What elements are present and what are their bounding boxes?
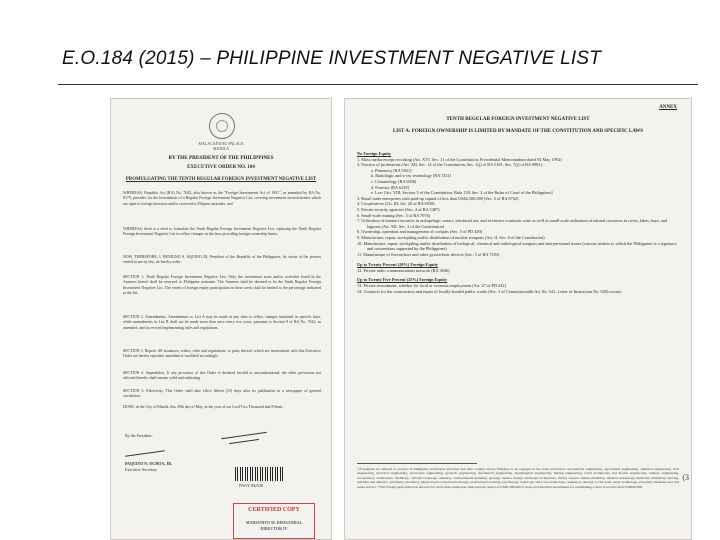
- footnote-divider: [357, 463, 477, 464]
- list-item: 2. Practice of professions (Art. XII, Sec. 14 of the Constitution, Sec. 1(j) of RA 5181, Sec. 7(j) of RA 8981):: [357, 162, 544, 168]
- list-item: 10. Manufacture, repair, stockpiling and/or distribution of biological, chemical and radiological weapons and anti-personnel mines (various treaties to which the Philippines is a signatory and conventions supported by the Philippines): [357, 240, 677, 252]
- eo-number: EXECUTIVE ORDER NO. 184: [187, 165, 255, 170]
- list-item: 4. Cooperatives (Ch. III, Art. 26 of RA 6938): [357, 201, 435, 207]
- list-item: 3. Retail trade enterprises with paid-up capital of less than US$2,500,000 (Sec. 5 of RA 8762): [357, 195, 519, 201]
- eo-paragraph: WHEREAS, there is a need to formulate the Tenth Regular Foreign Investment Negative List, replacing the Ninth Regular Foreign Investment Negative List to reflect changes in the laws providing foreign ownership limits;: [123, 227, 321, 237]
- by-the-president-label: By the President:: [125, 433, 153, 438]
- eo-paragraph: SECTION 5. Effectivity. This Order shall take effect fifteen (15) days after its publication in a newspaper of general circulation.: [123, 389, 321, 399]
- president-signature-stroke: [229, 439, 259, 444]
- list-subitem: b. Radiologic and x-ray technology [RA 7431]: [371, 173, 452, 179]
- barcode-caption: PNOY 002548: [239, 483, 263, 488]
- eo-paragraph: SECTION 3. Repeal. All issuances, orders, rules and regulations, or parts thereof, which are inconsistent with this Executive Order are hereby repealed, amended or modified accordingly.: [123, 349, 321, 359]
- section-heading: Up to Twenty Percent (20%) Foreign Equity: [357, 262, 439, 268]
- footnotes: ¹ Foreigners are allowed to practice in Philippine professions provided that their country allows Filipinos to be engaged in the same profession: aeronautical engineering, agricultural engineering, chemical engineering, civil engineering, electrical engineering, electronics engineering, geodetic engineering, mechanical engineering, metallurgical engineering, mining engineering, naval architecture and marine engineering, sanitary engineering, accountancy, architecture, chemistry, customs brokerage, dentistry, environmental planning, geology, interior design, landscape architecture, library science, master plumbing, medical technology, medicine, midwifery, nursing, nutrition and dietetics, optometry, pharmacy, physical and occupational therapy, professional teaching, psychology, radiologic and x-ray technology, respiratory therapy, social work, sugar technology, veterinary medicine and real estate service. ² Full foreign participation is allowed for retail trade enterprises with paid-up capital of US$2,500,000 or more provided that investments for establishing a store is not less than US$830,000.: [357, 467, 679, 489]
- signatory-title: Executive Secretary: [125, 467, 158, 472]
- list-item: 5. Private security agencies (Sec. 4 of RA 5487): [357, 206, 440, 212]
- executive-order-page: [110, 98, 332, 540]
- by-president-heading: BY THE PRESIDENT OF THE PHILIPPINES: [168, 155, 274, 161]
- slide-title: E.O.184 (2015) – PHILIPPINE INVESTMENT NEGATIVE LIST: [62, 48, 602, 69]
- annex-label: ANNEX: [659, 105, 677, 110]
- promulgating-heading: PROMULGATING THE TENTH REGULAR FOREIGN INVESTMENT NEGATIVE LIST: [125, 177, 317, 182]
- eo-paragraph: WHEREAS, Republic Act (RA) No. 7042, also known as the "Foreign Investments Act of 1991", as amended by RA No. 8179, provides for the formulation of a Regular Foreign Investment Negative List, covering investment areas/activities which are open to foreign investors and/or reserved to Filipino nationals; and: [123, 191, 321, 206]
- title-underline: [58, 84, 698, 85]
- barcode: [235, 467, 283, 481]
- eo-paragraph: SECTION 4. Separability. If any provision of this Order is declared invalid or unconstitutional, the other provisions not affected thereby shall remain valid and subsisting.: [123, 371, 321, 381]
- list-a-heading: LIST A: FOREIGN OWNERSHIP IS LIMITED BY MANDATE OF THE CONSTITUTION AND SPECIFIC LAWS: [392, 129, 644, 134]
- header-line: MANILA: [213, 146, 229, 151]
- header-line: MALACAÑANG PALACE: [198, 141, 244, 146]
- president-signature: [221, 432, 267, 439]
- list-item: 8. Ownership, operation and management of cockpits (Sec. 5 of PD 449): [357, 229, 483, 235]
- list-subitem: c. Criminology [RA 6506]: [371, 178, 417, 184]
- annex-page: [344, 98, 692, 540]
- page-marker: (3: [682, 473, 689, 482]
- list-item: 7. Utilization of marine resources in archipelagic waters, territorial sea, and exclusive economic zone as well as small-scale utilization of natural resources in rivers, lakes, bays, and lagoons (Art. XII, Sec. 2 of the Constitution): [357, 218, 668, 229]
- list-item: 12. Private radio communications network (RA 3846): [357, 267, 450, 273]
- list-subitem: a. Pharmacy [RA 5921]: [371, 167, 412, 173]
- section-heading: Up to Twenty Five Percent (25%) Foreign Equity: [357, 277, 448, 283]
- certified-copy-stamp: [233, 503, 315, 539]
- stamp-line: MARIANITO M. DIMAANDAL: [245, 520, 303, 525]
- list-item: 11. Manufacture of firecrackers and other pyrotechnic devices (Sec. 5 of RA 7183): [357, 251, 500, 257]
- list-subitem: d. Forestry [RA 6239]: [371, 184, 409, 190]
- secretary-signature: [125, 450, 165, 457]
- eo-paragraph: DONE, in the City of Manila, this 29th day of May, in the year of our Lord Two Thousand and Fifteen.: [123, 405, 284, 409]
- eo-paragraph: NOW, THEREFORE, I, BENIGNO S. AQUINO III, President of the Republic of the Philippines, by virtue of the powers vested in me by law, do hereby order:: [123, 255, 321, 265]
- negative-list: [357, 151, 679, 294]
- list-item: 14. Contracts for the construction and repair of locally-funded public works (Sec. 1 of Commonwealth Act No. 541, Letter of Instruction No. 630) except:: [357, 288, 622, 294]
- stamp-line: CERTIFIED COPY: [248, 507, 300, 513]
- seal-icon: [209, 113, 235, 139]
- section-heading: No Foreign Equity: [357, 151, 392, 156]
- list-item: 6. Small-scale mining (Sec. 3 of RA 7076): [357, 212, 431, 218]
- list-item: 1. Mass media except recording (Art. XVI, Sec. 11 of the Constitution; Presidential Memorandum dated 04 May 1994): [357, 156, 562, 162]
- list-subitem: e. Law [Art. VIII, Section 5 of the Constitution, Rule 138, Sec. 2 of the Rules of Court of the Philippines]: [371, 190, 553, 196]
- eo-paragraph: SECTION 2. Amendments. Amendments to List A may be made at any time to reflect changes instituted in specific laws, while amendments to List B shall not be made more than once every two years, pursuant to Section 8 of RA No. 7042, as amended, and its revised implementing rules and regulations.: [123, 315, 321, 330]
- annex-title: TENTH REGULAR FOREIGN INVESTMENT NEGATIVE LIST: [446, 117, 590, 122]
- list-item: 9. Manufacture, repair, stockpiling and/or distribution of nuclear weapons (Art. II, Sec. 8 of the Constitution): [357, 234, 545, 240]
- list-item: 13. Private recruitment, whether for local or overseas employment (Art. 27 of PD 442): [357, 283, 506, 289]
- eo-paragraph: SECTION 1. Tenth Regular Foreign Investment Negative List. Only the investment areas and/or activities listed in the Annexes hereof shall be reserved to Philippine nationals. The Annexes shall be deemed to be the Tenth Regular Foreign Investment Negative List. The extent of foreign equity participation in these areas shall be limited to the percentage indicated in the list.: [123, 275, 321, 295]
- signatory-name: PAQUITO N. OCHOA, JR.: [125, 461, 173, 466]
- stamp-line: DIRECTOR IV: [260, 526, 288, 531]
